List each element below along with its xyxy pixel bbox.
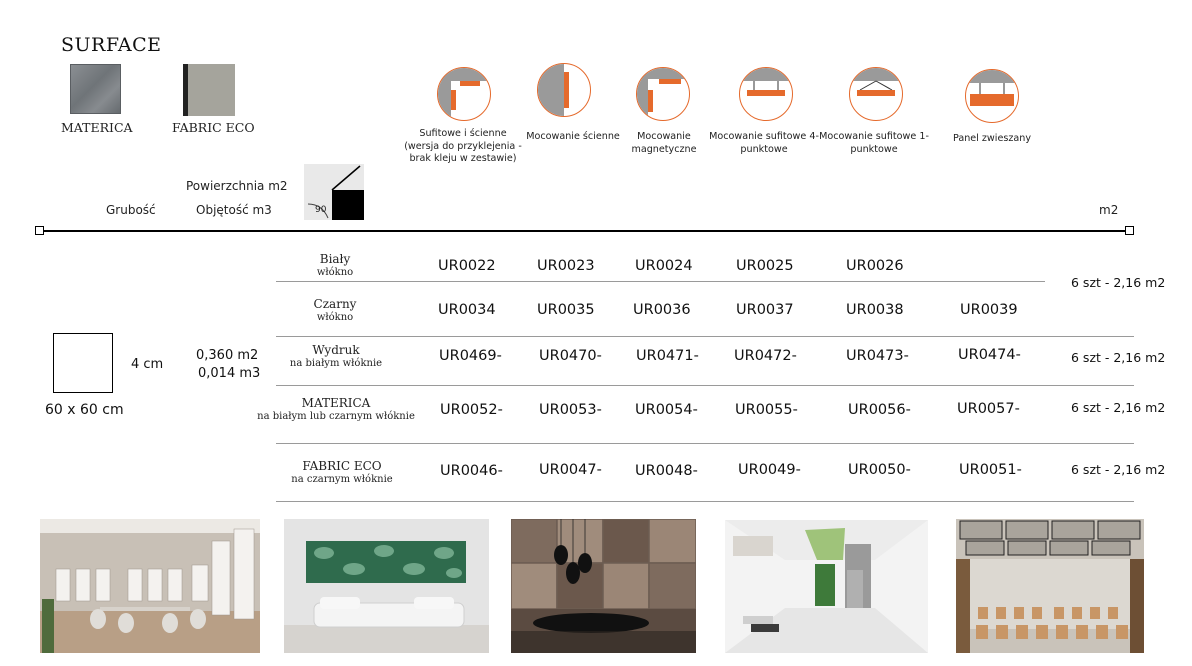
dining-room-photo <box>40 519 260 653</box>
code-cell: UR0034 <box>438 302 496 318</box>
code-cell: UR0026 <box>846 258 904 274</box>
white-corridor-photo <box>725 520 928 653</box>
dark-lounge-photo <box>511 519 696 653</box>
rule-end-marker <box>1125 226 1134 235</box>
code-cell: UR0022 <box>438 258 496 274</box>
magnetic-mount-icon <box>636 67 690 121</box>
code-cell: UR0039 <box>960 302 1018 318</box>
swatch-label-fabric-eco: FABRIC ECO <box>172 120 255 135</box>
row-name: Wydruk <box>312 343 360 357</box>
rule-start-marker <box>35 226 44 235</box>
row-label-fabric-eco <box>262 459 422 485</box>
code-cell: UR0053- <box>539 402 602 418</box>
header-m2: m2 <box>1099 203 1119 217</box>
row-label-materica <box>250 396 422 422</box>
pack-info: 6 szt - 2,16 m2 <box>1071 400 1166 415</box>
conference-room-photo <box>956 519 1144 653</box>
code-cell: UR0037 <box>736 302 794 318</box>
row-divider <box>276 385 1134 386</box>
mount-label-wall: Mocowanie ścienne <box>526 131 620 142</box>
row-sub: włókno <box>316 312 354 323</box>
mount-label-ceiling-1-point: Mocowanie sufitowe 1-punktowe <box>819 131 929 155</box>
header-volume: Objętość m3 <box>196 203 272 217</box>
code-cell: UR0038 <box>846 302 904 318</box>
product-volume: 0,014 m3 <box>198 366 261 381</box>
pack-info: 6 szt - 2,16 m2 <box>1071 275 1166 290</box>
panel-shape-icon <box>53 333 113 393</box>
ceiling-4-point-icon <box>739 67 793 121</box>
code-cell: UR0473- <box>846 348 909 364</box>
code-cell: UR0023 <box>537 258 595 274</box>
ceiling-wall-mount-icon <box>437 67 491 121</box>
code-cell: UR0470- <box>539 348 602 364</box>
hanging-panel-icon <box>965 69 1019 123</box>
code-cell: UR0055- <box>735 402 798 418</box>
header-thickness: Grubość <box>106 203 156 217</box>
product-thickness: 4 cm <box>131 357 164 372</box>
mount-label-ceiling-wall: Sufitowe i ścienne (wersja do przyklejenia - brak kleju w zestawie) <box>404 128 522 164</box>
code-cell: UR0048- <box>635 463 698 479</box>
row-name: MATERICA <box>301 396 371 410</box>
mount-label-magnetic: Mocowanie magnetyczne <box>631 131 697 155</box>
product-size: 60 x 60 cm <box>45 402 124 418</box>
code-cell: UR0057- <box>957 401 1020 417</box>
row-label-wydruk <box>256 343 416 369</box>
angle-label: 90 <box>315 205 327 215</box>
row-divider <box>276 281 1045 282</box>
mount-label-ceiling-4-point: Mocowanie sufitowe 4-punktowe <box>709 131 819 155</box>
row-name: Biały <box>319 252 351 266</box>
edge-angle-icon <box>304 164 364 220</box>
row-sub: na białym włóknie <box>289 358 383 369</box>
row-sub: włókno <box>316 267 354 278</box>
header-area: Powierzchnia m2 <box>186 179 288 193</box>
materica-swatch-icon <box>70 64 121 114</box>
swatch-label-materica: MATERICA <box>61 120 133 135</box>
code-cell: UR0056- <box>848 402 911 418</box>
fabric-eco-swatch-icon <box>183 64 235 116</box>
code-cell: UR0046- <box>440 463 503 479</box>
code-cell: UR0472- <box>734 348 797 364</box>
pack-info: 6 szt - 2,16 m2 <box>1071 462 1166 477</box>
row-divider <box>276 501 1134 502</box>
code-cell: UR0049- <box>738 462 801 478</box>
code-cell: UR0054- <box>635 402 698 418</box>
row-sub: na czarnym włóknie <box>291 474 393 485</box>
code-cell: UR0047- <box>539 462 602 478</box>
pack-info: 6 szt - 2,16 m2 <box>1071 350 1166 365</box>
code-cell: UR0474- <box>958 347 1021 363</box>
mount-label-hanging-panel: Panel zwieszany <box>952 133 1032 144</box>
row-divider <box>276 336 1134 337</box>
code-cell: UR0051- <box>959 462 1022 478</box>
code-cell: UR0024 <box>635 258 693 274</box>
wall-mount-icon <box>537 63 591 117</box>
row-sub: na białym lub czarnym włóknie <box>257 411 415 422</box>
row-name: FABRIC ECO <box>302 459 382 473</box>
code-cell: UR0035 <box>537 302 595 318</box>
code-cell: UR0025 <box>736 258 794 274</box>
row-name: Czarny <box>313 297 357 311</box>
code-cell: UR0469- <box>439 348 502 364</box>
page-title: SURFACE <box>61 34 162 56</box>
code-cell: UR0471- <box>636 348 699 364</box>
row-divider <box>276 443 1134 444</box>
ceiling-1-point-icon <box>849 67 903 121</box>
row-label-czarny <box>270 297 400 323</box>
code-cell: UR0036 <box>633 302 691 318</box>
living-room-photo <box>284 519 489 653</box>
product-area: 0,360 m2 <box>196 348 259 363</box>
header-rule <box>40 230 1130 232</box>
row-label-bialy <box>270 252 400 278</box>
code-cell: UR0052- <box>440 402 503 418</box>
code-cell: UR0050- <box>848 462 911 478</box>
